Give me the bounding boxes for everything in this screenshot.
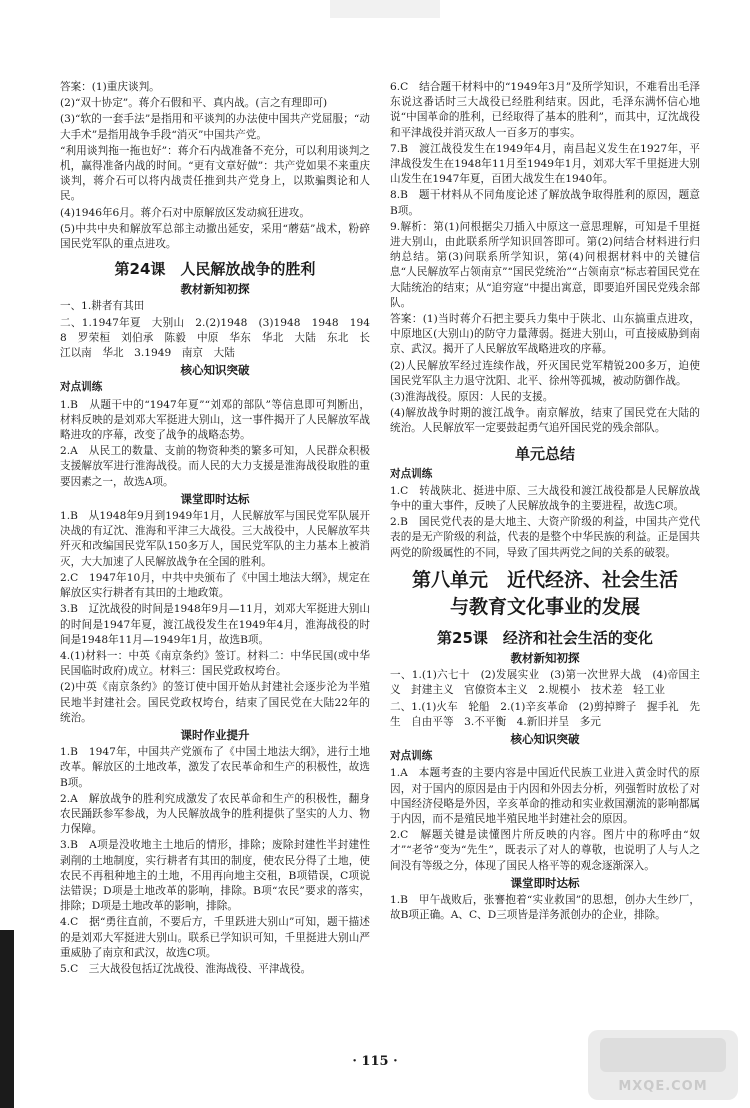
paragraph: 3.B 辽沈战役的时间是1948年9月—11月，刘邓大军挺进大别山的时间是1947年夏，渡江战役发生在1949年4月，淮海战役的时间是1948年11月—1949年1月，故选B项。 <box>60 603 370 646</box>
paragraph: 一、1.(1)六七十 (2)发展实业 (3)第一次世界大战 (4)帝国主义 封建主义 官僚资本主义 2.规模小 技术差 轻工业 <box>390 669 700 697</box>
scan-edge-shadow <box>0 930 14 1108</box>
paragraph: 一、1.耕者有其田 <box>60 300 145 313</box>
paragraph: 答案：(1)当时蒋介石把主要兵力集中于陕北、山东搞重点进攻，中原地区(大别山)的防守力量薄弱。挺进大别山，可直接威胁到南京、武汉。揭开了人民解放军战略进攻的序幕。 <box>390 313 700 356</box>
sub-heading: 对点训练 <box>390 467 433 480</box>
paragraph: 5.C 三大战役包括辽沈战役、淮海战役、平津战役。 <box>60 962 312 975</box>
sub-heading: 对点训练 <box>60 381 103 394</box>
paragraph: 2.C 1947年10月，中共中央颁布了《中国土地法大纲》，规定在解放区实行耕者有其田的土地政策。 <box>60 571 370 600</box>
section-heading: 核心知识突破 <box>510 731 580 746</box>
paragraph: (2)中英《南京条约》的签订使中国开始从封建社会逐步沦为半殖民地半封建社会。国民党政权垮台，结束了国民党在大陆22年的统治。 <box>60 681 370 724</box>
paragraph: (4)解放战争时期的渡江战争。南京解放，结束了国民党在大陆的统治。人民解放军一定要鼓起勇气追歼国民党的残余部队。 <box>390 407 700 435</box>
unit-8-title-line1: 第八单元 近代经济、社会生活 <box>411 568 678 591</box>
paragraph: 6.C 结合题干材料中的“1949年3月”及所学知识，不难看出毛泽东说这番话时三大战役已经胜利结束。因此，毛泽东满怀信心地说“中国革命的胜利，已经取得了基本的胜利”，而其中，辽沈战役和平津战役并消灭敌人一百多万的事实。 <box>390 81 700 139</box>
answer-block-1 <box>60 80 370 252</box>
unit-8-title-line2: 与教育文化事业的发展 <box>449 595 640 618</box>
section-heading: 教材新知初探 <box>510 650 580 665</box>
paragraph: 4.(1)材料一：中英《南京条约》签订。材料二：中华民国(或中华民国临时政府)成立。材料三：国民党政权垮台。 <box>60 649 370 678</box>
paragraph: 1.B 从1948年9月到1949年1月，人民解放军与国民党军队展开决战的有辽沈、淮海和平津三大战役。三大战役中，人民解放军共歼灭和改编国民党军队150多万人，国民党军队的主力基本上被消灭，大大加速了人民解放战争在全国的胜利。 <box>60 510 370 568</box>
paragraph: (2)“双十协定”。蒋介石假和平、真内战。(言之有理即可) <box>60 97 328 110</box>
watermark-text: MXQE.COM <box>618 1079 708 1094</box>
paragraph: 3.B A项是没收地主土地后的情形，排除；废除封建性半封建性剥削的土地制度，实行耕者有其田的制度，使农民分得了土地，使农民不再租种地主的土地，不用再向地主交租，B项错误，C项说法错误；D项是土地改革的影响，排除。B项“农民”要求的落实，排除；D项是土地改革的影响，排除。 <box>60 839 370 913</box>
section-heading: 教材新知初探 <box>180 282 250 297</box>
paragraph: (4)1946年6月。蒋介石对中原解放区发动疯狂进攻。 <box>60 206 310 219</box>
paragraph: (2)人民解放军经过连续作战，歼灭国民党军精锐200多万，迫使国民党军队主力退守沈阳、北平、徐州等孤城，被动防御作战。 <box>390 359 700 387</box>
paragraph: 1.A 本题考查的主要内容是中国近代民族工业进入黄金时代的原因，对于国内的原因是由于内因和外因去分析，列强暂时放松了对中国经济侵略是外因，辛亥革命的推动和实业救国潮流的影响都属于内因，而不是殖民地半殖民地半封建社会的原因。 <box>390 767 700 825</box>
sub-heading: 对点训练 <box>390 750 433 763</box>
paragraph: (3)“软的一套手法”是指用和平谈判的办法使中国共产党屈服；“动大手术”是指用战争手段“消灭”中国共产党。 <box>60 113 370 141</box>
paragraph: 1.C 转战陕北、挺进中原、三大战役和渡江战役都是人民解放战争中的重大事件，反映了人民解放战争的主要进程，故选C项。 <box>390 484 700 513</box>
paragraph: 答案：(1)重庆谈判。 <box>60 81 160 93</box>
paragraph: “利用谈判拖一拖也好”：蒋介石内战准备不充分，可以利用谈判之机，赢得准备内战的时间。“更有文章好做”：共产党如果不来重庆谈判，蒋介石可以将内战责任推到共产党身上，以欺骗舆论和人民。 <box>60 144 370 203</box>
paragraph: 2.B 国民党代表的是大地主、大资产阶级的利益，中国共产党代表的是无产阶级的利益，代表的是整个中华民族的利益。正是国共两党的阶级属性的不同，导致了国共两党之间的关系的破裂。 <box>390 516 700 559</box>
right-column <box>390 80 700 924</box>
paragraph: 二、1.(1)火车 轮船 2.(1)辛亥革命 (2)剪掉辫子 握手礼 先生 自由平等 3.不平衡 4.新旧并呈 多元 <box>390 700 700 728</box>
paragraph: 2.A 从民工的数量、支前的物资种类的繁多可知，人民群众积极支援解放军进行淮海战役。而人民的大力支援是淮海战役取胜的重要因素之一，故选A项。 <box>60 445 370 488</box>
page-number: · 115 · <box>352 1054 398 1069</box>
watermark-logo-icon <box>600 1038 726 1072</box>
paragraph: 二、1.1947年夏 大别山 2.(2)1948 (3)1948 1948 1948 罗荣桓 刘伯承 陈毅 中原 华东 华北 大陆 东北 长江以南 华北 3.1949 南京 大陆 <box>60 316 370 360</box>
section-heading: 课时作业提升 <box>180 727 250 742</box>
paragraph: 1.B 从题干中的“1947年夏”“刘邓的部队”等信息即可判断出，材料反映的是刘邓大军挺进大别山，这一事件揭开了人民解放军战略进攻的序幕，改变了战争的战略态势。 <box>60 398 370 442</box>
unit-summary-title: 单元总结 <box>514 444 575 463</box>
paragraph: 4.C 据“勇往直前，不要后方，千里跃进大别山”可知，题干描述的是刘邓大军挺进大别山。联系已学知识可知，千里挺进大别山严重威胁了南京和武汉，故选C项。 <box>60 916 370 959</box>
paragraph: 2.C 解题关键是读懂图片所反映的内容。图片中的称呼由“奴才”“老爷”变为“先生”，既表示了对人的尊敬，也说明了人与人之间没有等级之分，体现了国民人格平等的观念逐渐深入。 <box>390 829 700 872</box>
left-column <box>60 80 370 978</box>
lesson-25-title: 第25课 经济和社会生活的变化 <box>437 628 653 647</box>
paragraph: (3)淮海战役。原因：人民的支援。 <box>390 391 554 404</box>
section-heading: 课堂即时达标 <box>180 491 250 506</box>
unit-8-title <box>390 567 700 621</box>
section-heading: 核心知识突破 <box>180 363 250 378</box>
paragraph: 9.解析：第(1)问根据尖刀插入中原这一意思理解，可知是千里挺进大别山，由此联系所学知识回答即可。第(2)问结合材料进行归纳总结。第(3)问联系所学知识，第(4)问根据材料中的关键信息“人民解放军占领南京”“国民党统治”“占领南京”标志着国民党在大陆统治的结束；从“追穷寇”中提出寓意，即要追歼国民党残余部队。 <box>390 220 700 309</box>
paragraph: 7.B 渡江战役发生在1949年4月，南昌起义发生在1927年，平津战役发生在1948年11月至1949年1月，刘邓大军千里挺进大别山发生在1947年夏，百团大战发生在1940年。 <box>390 142 700 186</box>
paragraph: 1.B 甲午战败后，张謇抱着“实业救国”的思想，创办大生纱厂，故B项正确。A、C、D三项皆是洋务派创办的企业，排除。 <box>390 893 700 922</box>
paragraph: 8.B 题干材料从不同角度论述了解放战争取得胜利的原因，题意B项。 <box>390 189 700 217</box>
document-page <box>60 70 700 1080</box>
top-scan-stain <box>330 0 440 18</box>
paragraph: (5)中共中央和解放军总部主动撤出延安，采用“蘑菇”战术，粉碎国民党军队的重点进攻。 <box>60 222 370 251</box>
section-heading: 课堂即时达标 <box>510 875 580 890</box>
paragraph: 2.A 解放战争的胜利究成激发了农民革命和生产的积极性，翻身农民踊跃参军参战，为人民解放战争的胜利提供了坚实的人力、物力保障。 <box>60 792 370 836</box>
watermark-logo <box>588 1030 738 1100</box>
lesson-24-title: 第24课 人民解放战争的胜利 <box>114 260 316 279</box>
paragraph: 1.B 1947年，中国共产党颁布了《中国土地法大纲》，进行土地改革。解放区的土地改革，激发了农民革命和生产的积极性，故选B项。 <box>60 746 370 789</box>
